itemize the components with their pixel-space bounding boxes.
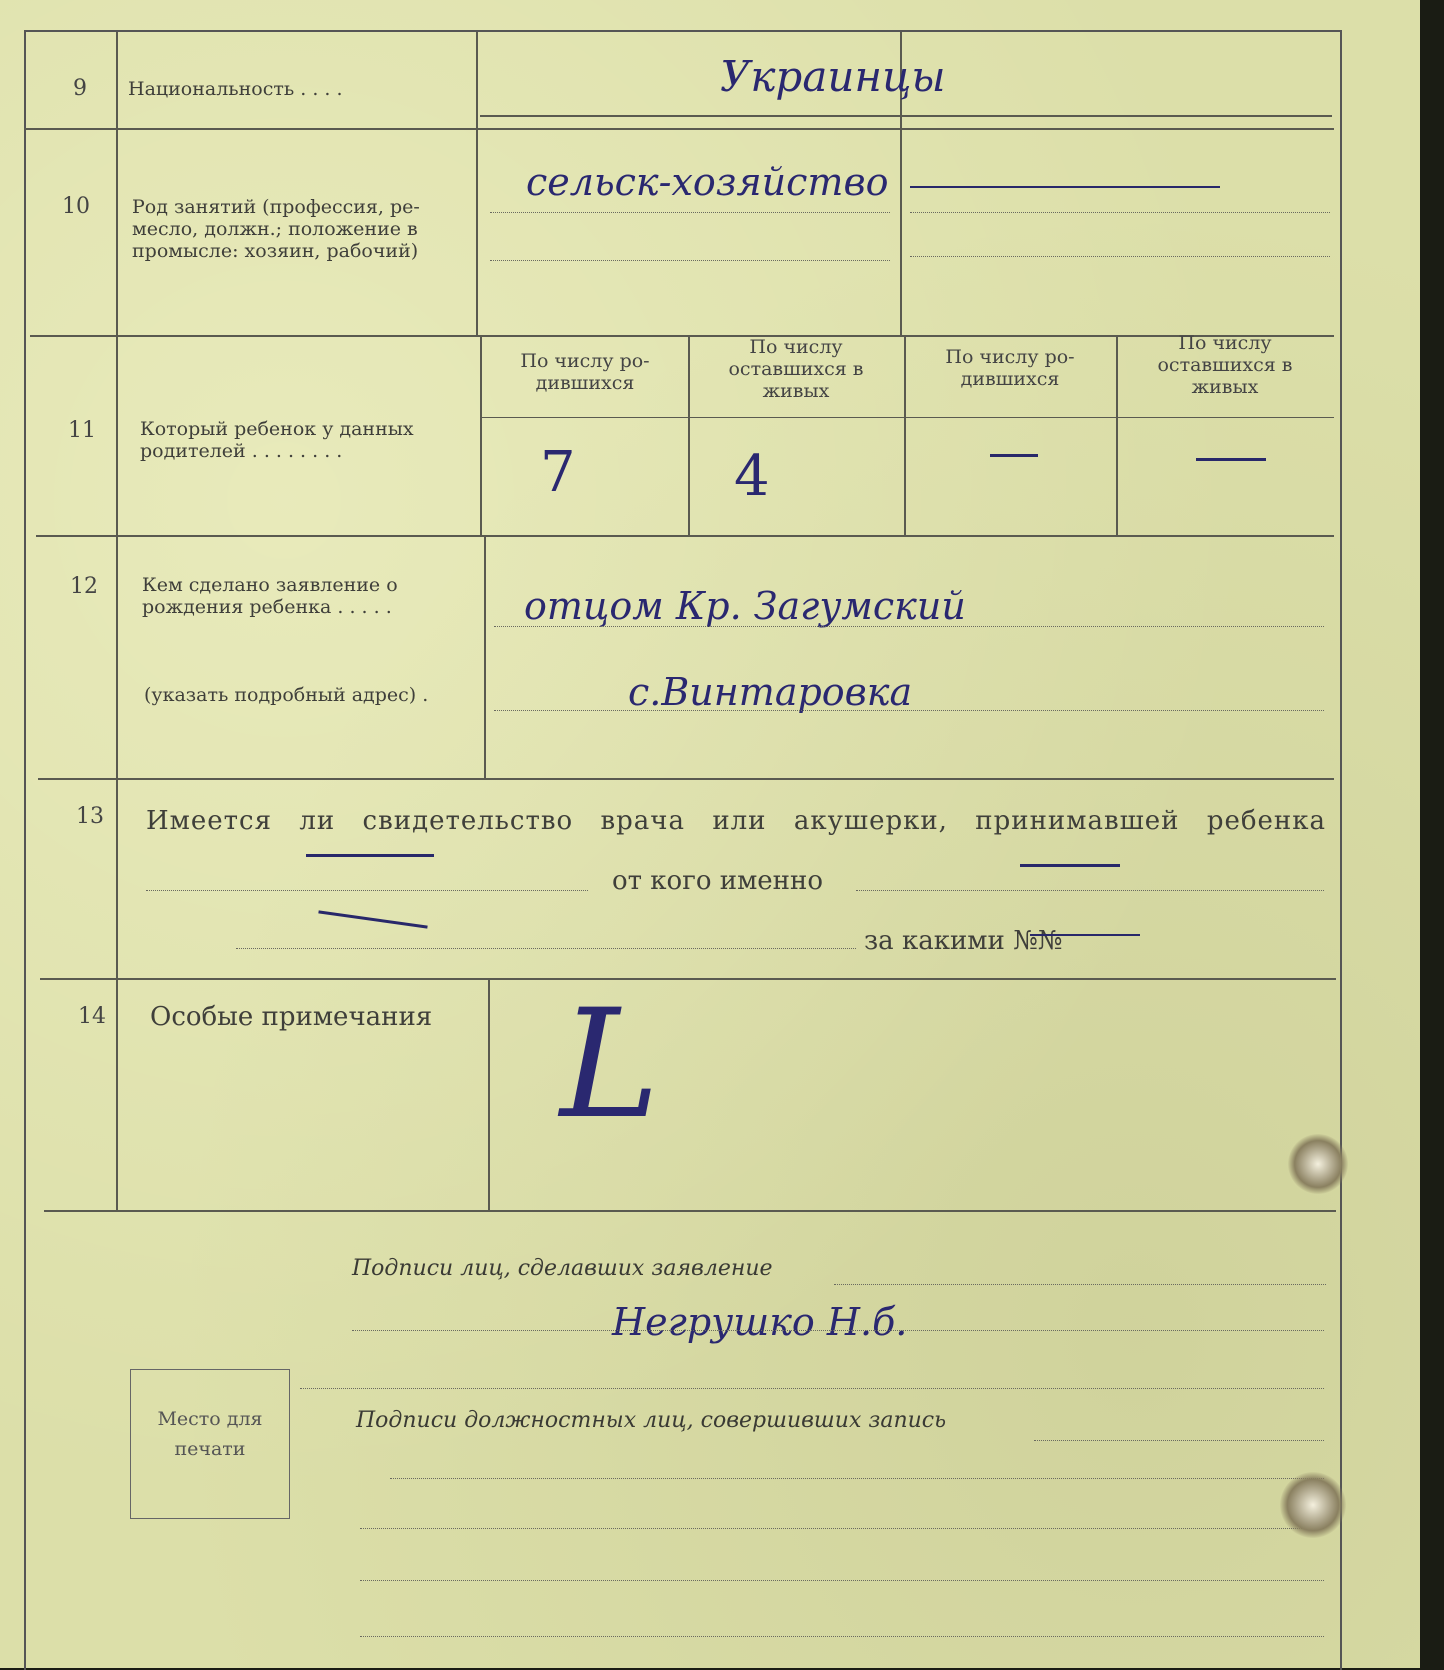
label-column-divider — [480, 335, 482, 535]
entry-rule — [480, 115, 1332, 117]
address-label: (указать подробный адрес) . — [144, 684, 429, 706]
officials-signature-label: Подписи должностных лиц, совершивших запись — [356, 1408, 947, 1433]
row-number: 9 — [73, 76, 87, 101]
dotted-line — [352, 1330, 1324, 1331]
blank-dash — [1020, 864, 1120, 867]
stamp-place-label: Место для — [157, 1408, 263, 1430]
from-whom-label: от кого именно — [612, 866, 823, 896]
header-alive: По числу оставшихся в живых — [1157, 332, 1293, 398]
dotted-line — [1034, 1440, 1324, 1441]
label-column-divider — [476, 32, 478, 335]
occupation-label — [132, 196, 420, 262]
applicants-signature-label: Подписи лиц, сделавших заявление — [352, 1256, 773, 1281]
dotted-line — [494, 626, 1324, 627]
child-order-label-line: родителей . . . . . . . . — [140, 440, 343, 462]
row-number: 14 — [78, 1004, 106, 1029]
row-number: 10 — [62, 194, 90, 219]
children-born-value: 7 — [540, 440, 576, 505]
declarant-entry: отцом Кр. Загумский — [524, 584, 966, 628]
declarant-label-line: рождения ребенка . . . . . — [142, 596, 392, 618]
dotted-line — [490, 212, 890, 213]
dotted-line — [834, 1284, 1326, 1285]
row-number: 13 — [76, 804, 104, 829]
label-column-divider — [484, 535, 486, 778]
dotted-line — [146, 890, 588, 891]
blank-dash — [1196, 458, 1266, 461]
special-notes-label: Особые примечания — [150, 1002, 433, 1032]
dotted-line — [360, 1636, 1324, 1637]
address-entry: с.Винтаровка — [628, 670, 913, 714]
row-number: 12 — [70, 574, 98, 599]
row-divider — [40, 978, 1336, 980]
header-born: По числу ро- дившихся — [520, 350, 650, 394]
blank-dash — [910, 186, 1220, 188]
dotted-line — [856, 890, 1324, 891]
child-order-label-line: Который ребенок у данных — [140, 418, 414, 440]
dotted-line — [490, 260, 890, 261]
row-divider — [36, 535, 1334, 537]
row-divider — [24, 128, 1334, 130]
count-column-divider — [1116, 335, 1118, 535]
declarant-label — [142, 574, 398, 618]
dotted-line — [910, 212, 1330, 213]
count-column-divider — [688, 335, 690, 535]
row-number: 11 — [68, 418, 96, 443]
dotted-line — [236, 948, 856, 949]
blank-dash — [990, 454, 1038, 457]
dotted-line — [300, 1388, 1324, 1389]
nationality-label: Национальность . . . . — [128, 78, 343, 100]
blank-dash — [1030, 934, 1140, 936]
occupation-label-line: месло, должн.; положение в — [132, 218, 418, 240]
header-alive: По числу оставшихся в живых — [728, 336, 864, 402]
row-divider — [38, 778, 1334, 780]
nationality-entry: Украинцы — [720, 52, 946, 101]
dotted-line — [390, 1478, 1324, 1479]
dotted-line — [910, 256, 1330, 257]
occupation-label-line: Род занятий (профессия, ре- — [132, 196, 420, 218]
declarant-label-line: Кем сделано заявление о — [142, 574, 398, 596]
header-rule — [482, 417, 1334, 418]
occupation-label-line: промысле: хозяин, рабочий) — [132, 240, 419, 262]
which-numbers-label: за какими №№ — [864, 926, 1063, 956]
children-alive-value: 4 — [734, 444, 770, 509]
label-column-divider — [488, 978, 490, 1210]
paper-stain — [1288, 1134, 1348, 1194]
dotted-line — [360, 1580, 1324, 1581]
count-column-divider — [904, 335, 906, 535]
paper-stain — [1280, 1472, 1346, 1538]
row-divider — [44, 1210, 1336, 1212]
dotted-line — [494, 710, 1324, 711]
stamp-place-label: печати — [174, 1438, 246, 1460]
blank-dash — [306, 854, 434, 857]
stamp-box — [130, 1369, 290, 1519]
header-born: По числу ро- дившихся — [945, 346, 1075, 390]
occupation-entry: сельск-хозяйство — [526, 160, 889, 204]
certificate-question: Имеется ли свидетельство врача или акушерки, принимавшей ребенка — [146, 806, 1326, 836]
applicant-signature: Негрушко Н.б. — [612, 1300, 908, 1344]
child-order-label — [140, 418, 414, 462]
special-notes-entry: L — [560, 978, 660, 1152]
dotted-line — [360, 1528, 1324, 1529]
number-column-divider — [116, 32, 118, 1210]
